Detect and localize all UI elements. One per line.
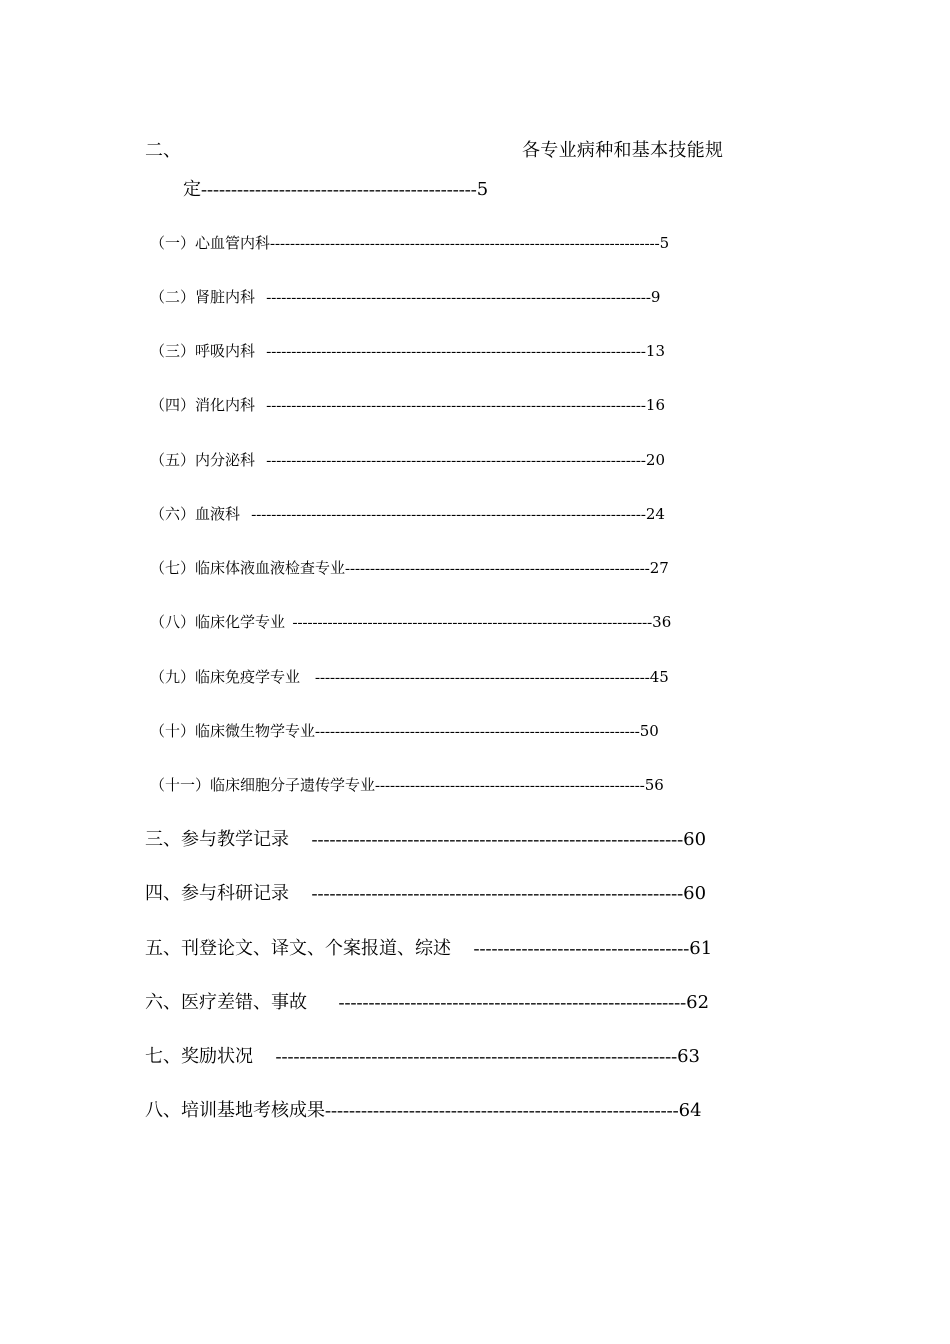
toc-page-number: 36: [652, 613, 672, 631]
toc-section-label: 八、培训基地考核成果: [145, 1100, 325, 1121]
toc-entry: [150, 236, 669, 252]
toc-section: [145, 830, 706, 849]
toc-entry: [150, 670, 669, 686]
toc-entry-label: （八）临床化学专业: [150, 613, 286, 631]
toc-page-number: 56: [644, 776, 664, 794]
toc-leader: --------------------------------------------------------------: [289, 883, 684, 903]
toc-section-label: 三、参与教学记录: [145, 829, 289, 850]
toc-page-number: 5: [659, 234, 670, 252]
toc-entry: [150, 453, 665, 469]
toc-section-label: 七、奖励状况: [145, 1046, 253, 1067]
toc-section: [145, 884, 706, 903]
toc-leader: -------------------------------------------------------------------------------: [240, 507, 646, 523]
toc-section: [145, 993, 709, 1012]
toc-leader: -----------------------------------------------------------------------------: [255, 290, 651, 306]
toc-leader: ----------------------------------------------------------------------------: [255, 398, 646, 414]
toc-leader: ----------------------------------------------: [201, 179, 477, 199]
toc-leader: --------------------------------------------------------------: [289, 829, 684, 849]
toc-section-label: 六、医疗差错、事故: [145, 992, 307, 1013]
toc-entry-label: （二）肾脏内科: [150, 288, 256, 306]
toc-entry: [150, 507, 665, 523]
toc-entry: [150, 724, 659, 740]
toc-entry: [150, 398, 665, 414]
toc-entry-label: （七）临床体液血液检查专业: [150, 559, 346, 577]
toc-page-number: 5: [476, 179, 489, 200]
toc-entry-label: （十一）临床细胞分子遗传学专业: [150, 776, 376, 794]
toc-entry-label: （六）血液科: [150, 505, 241, 523]
toc-section-label: 五、刊登论文、译文、个案报道、综述: [145, 938, 451, 959]
toc-page-number: 9: [650, 288, 661, 306]
toc-leader: ------------------------------------: [451, 938, 690, 958]
toc-section: [145, 1047, 700, 1066]
toc-page-number: 62: [686, 992, 710, 1013]
toc-leader: ----------------------------------------------------------------------------: [255, 344, 646, 360]
toc-page-number: 27: [649, 559, 669, 577]
toc-entry: [150, 615, 671, 631]
toc-page-number: 64: [678, 1100, 702, 1121]
toc-leader: -------------------------------------------------------------: [345, 561, 650, 577]
toc-section-2-number: 二、: [145, 140, 181, 161]
toc-leader: -------------------------------------------------------------------: [253, 1046, 678, 1066]
toc-section-label: 四、参与科研记录: [145, 883, 289, 904]
toc-page-number: 16: [645, 396, 665, 414]
toc-page-number: 60: [683, 883, 707, 904]
toc-page-number: 45: [649, 668, 669, 686]
toc-section: [145, 1101, 702, 1120]
toc-page-number: 24: [645, 505, 665, 523]
toc-page-number: 20: [645, 451, 665, 469]
toc-section-2-title: 各专业病种和基本技能规: [522, 140, 724, 161]
toc-leader: ------------------------------------------------------------------------------: [270, 236, 660, 252]
toc-section: [145, 939, 712, 958]
toc-entry: [150, 344, 665, 360]
toc-leader: -----------------------------------------------------------------: [315, 724, 640, 740]
toc-leader: ----------------------------------------------------------------------------: [255, 453, 646, 469]
toc-entry: [150, 290, 660, 306]
toc-page-number: 63: [677, 1046, 701, 1067]
toc-entry-label: （四）消化内科: [150, 396, 256, 414]
toc-entry-label: （九）临床免疫学专业: [150, 668, 301, 686]
toc-page-number: 13: [645, 342, 665, 360]
toc-entry-label: （三）呼吸内科: [150, 342, 256, 360]
toc-entry-label: （一）心血管内科: [150, 234, 271, 252]
toc-leader: ------------------------------------------------------: [375, 778, 645, 794]
toc-entry-label: （五）内分泌科: [150, 451, 256, 469]
toc-page-number: 50: [639, 722, 659, 740]
toc-leader: -------------------------------------------------------------------: [300, 670, 650, 686]
toc-page-number: 61: [689, 938, 713, 959]
toc-entry: [150, 778, 664, 794]
toc-leader: -----------------------------------------------------------: [325, 1100, 679, 1120]
toc-entry-label: （十）临床微生物学专业: [150, 722, 316, 740]
toc-section-2-continuation: [183, 180, 488, 199]
toc-page-number: 60: [683, 829, 707, 850]
toc-leader: ------------------------------------------------------------------------: [285, 615, 653, 631]
toc-entry: [150, 561, 669, 577]
toc-section-2-title-cont: 定: [183, 179, 201, 200]
toc-leader: ----------------------------------------------------------: [307, 992, 687, 1012]
